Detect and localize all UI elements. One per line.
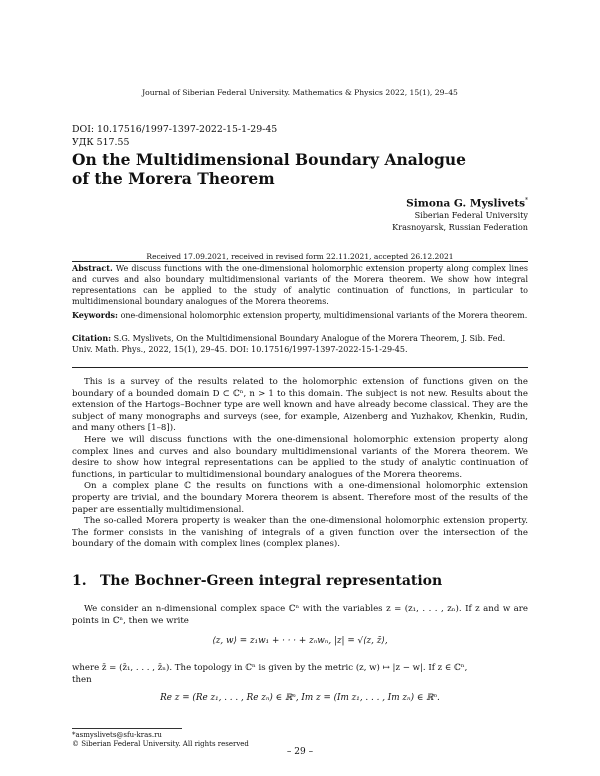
udk: УДК 517.55: [72, 137, 130, 148]
section-title: The Bochner-Green integral representation: [100, 573, 443, 589]
page-number: – 29 –: [286, 747, 314, 757]
intro-paragraph: On a complex plane ℂ the results on functions with a one-dimensional holomorphic extension property are trivial, and the boundary Morera theorem is absent. Therefore most of the results of the paper are essentially multidimensional.: [72, 481, 528, 515]
paper-title: [72, 150, 532, 188]
equation-inner-product: ⟨z, w⟩ = z₁w₁ + · · · + zₙwₙ, |z| = √⟨z, z̄⟩,: [212, 636, 388, 646]
running-head: Journal of Siberian Federal University. Mathematics & Physics 2022, 15(1), 29–45: [142, 88, 458, 97]
intro-paragraph: The so-called Morera property is weaker than the one-dimensional holomorphic extension property. The former consists in the vanishing of integrals of a given function over the intersection of the boundary of the domain with complex lines (complex planes).: [72, 516, 528, 550]
footnote-email: *asmyslivets@sfu-kras.ru: [72, 731, 162, 739]
abstract-label: Abstract.: [72, 263, 113, 273]
received-dates: Received 17.09.2021, received in revised form 22.11.2021, accepted 26.12.2021: [146, 252, 454, 261]
keywords-label: Keywords:: [72, 310, 119, 320]
abstract: [72, 263, 528, 307]
citation-label: Citation:: [72, 333, 112, 343]
footnote-copyright: © Siberian Federal University. All rights reserved: [72, 740, 249, 748]
top-rule: [72, 261, 528, 262]
citation: [72, 333, 528, 355]
intro-text: [72, 377, 528, 551]
title-line-2: of the Morera Theorem: [72, 169, 275, 188]
title-line-1: On the Multidimensional Boundary Analogue: [72, 150, 466, 169]
intro-paragraph: Here we will discuss functions with the one-dimensional holomorphic extension property along complex lines and curves and also boundary multidimensional variants of the Morera theorem. We desire to show how integral representations can be applied to the study of analytic continuation of functions, in particular to multidimensional boundary analogues of the Morera theorems.: [72, 434, 528, 480]
section-paragraph: We consider an n-dimensional complex space ℂⁿ with the variables z = (z₁, . . . , zₙ). If z and w are points in ℂⁿ, then we write: [72, 604, 528, 626]
keywords-text: one-dimensional holomorphic extension property, multidimensional variants of the Morera theorem.: [120, 311, 528, 320]
section-number: 1.: [72, 573, 87, 589]
citation-text: S.G. Myslivets, On the Multidimensional Boundary Analogue of the Morera Theorem, J. Sib. Fed. Univ. Math. Phys., 2022, 15(1), 29–45. DOI: 10.17516/1997-1397-2022-15-1-29-45.: [72, 334, 506, 354]
section-heading: [72, 573, 442, 589]
author-affiliation: Siberian Federal University Krasnoyarsk, Russian Federation: [392, 210, 528, 232]
intro-paragraph: This is a survey of the results related to the holomorphic extension of functions given on the boundary of a bounded domain D ⊂ ℂⁿ, n > 1 to this domain. The subject is not new. Results about the extension of the Hartogs–Bochner type are well known and have already become classical. They are the subject of many monographs and surveys (see, for example, Aizenberg and Yuzhakov, Khenkin, Rudin, and many others [1–8]).: [72, 377, 528, 434]
author-name: Simona G. Myslivets*: [406, 197, 528, 210]
doi: DOI: 10.17516/1997-1397-2022-15-1-29-45: [72, 124, 278, 135]
equation-real-imag: Re z = (Re z₁, . . . , Re zₙ) ∈ ℝⁿ, Im z = (Im z₁, . . . , Im zₙ) ∈ ℝⁿ.: [160, 693, 440, 703]
bottom-rule: [72, 367, 528, 368]
keywords: [72, 310, 528, 321]
footnote-rule: [72, 728, 182, 729]
abstract-text: We discuss functions with the one-dimensional holomorphic extension property along complex lines and curves and also boundary multidimensional variants of the Morera theorem. We show how integral representations can be applied to the study of analytic continuation of functions, in particular to multidimensional boundary analogues of the Morera theorems.: [72, 264, 528, 306]
author-footnote-mark: *: [525, 197, 528, 204]
section-paragraph: where z̄ = (z̄₁, . . . , z̄ₙ). The topology in ℂⁿ is given by the metric (z, w) ↦ |z − w|. If z ∈ ℂⁿ, then: [72, 663, 468, 685]
